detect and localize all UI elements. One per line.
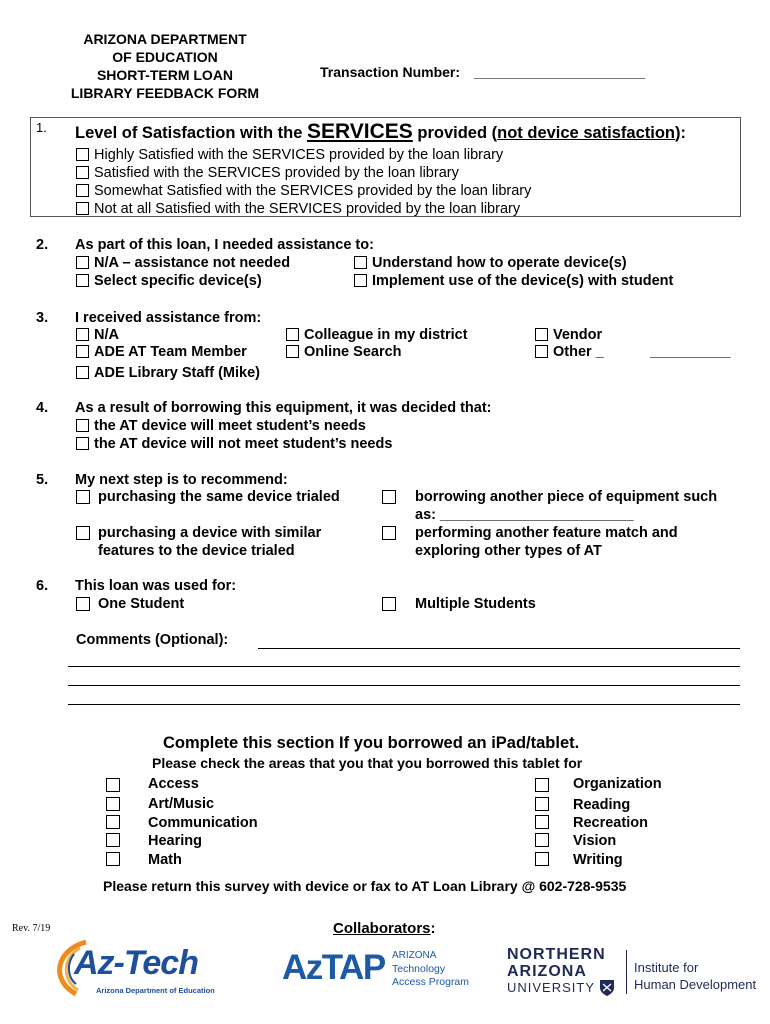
q1-option-2-label: Satisfied with the SERVICES provided by the loan library <box>94 165 459 181</box>
q1-number: 1. <box>36 120 47 135</box>
q3-question: I received assistance from: <box>75 310 262 326</box>
checkbox[interactable] <box>535 328 548 341</box>
q4-option-not-meet-label: the AT device will not meet student’s needs <box>94 436 393 452</box>
q6-option-multiple: Multiple Students <box>415 596 536 612</box>
checkbox-organization[interactable] <box>535 778 549 792</box>
q3-number: 3. <box>36 310 49 326</box>
nau-divider <box>626 950 627 994</box>
comments-line-3[interactable] <box>68 685 740 686</box>
comments-line-1[interactable] <box>258 648 740 649</box>
q2-option-na[interactable] <box>76 255 290 271</box>
q6-question: This loan was used for: <box>75 578 237 594</box>
checkbox-q5-opt1[interactable] <box>76 490 90 504</box>
q3-option-ade-team-label: ADE AT Team Member <box>94 344 247 360</box>
q3-option-na[interactable] <box>76 327 119 343</box>
q5-option-feature-line2: exploring other types of AT <box>415 543 602 559</box>
ipad-heading: Complete this section If you borrowed an iPad/tablet. <box>163 734 580 752</box>
q1-option-3-label: Somewhat Satisfied with the SERVICES provided by the loan library <box>94 183 532 199</box>
checkbox[interactable] <box>76 166 89 179</box>
q5-option-similar-line1: purchasing a device with similar <box>98 525 322 541</box>
nau-line2: ARIZONA <box>507 963 587 980</box>
q1-title-mid: provided ( <box>412 124 498 142</box>
checkbox[interactable] <box>76 345 89 358</box>
aztap-logo <box>282 946 482 994</box>
q6-option-one: One Student <box>98 596 185 612</box>
q5-option-borrow-line2: as: ________________________ <box>415 507 634 523</box>
q1-title-services: SERVICES <box>306 120 413 143</box>
q1-option-1[interactable] <box>76 147 503 163</box>
q5-option-borrow-line1: borrowing another piece of equipment such <box>415 489 718 505</box>
area-hearing: Hearing <box>148 833 202 849</box>
comments-line-2[interactable] <box>68 666 740 667</box>
checkbox-q6-multiple[interactable] <box>382 597 396 611</box>
nau-line3: UNIVERSITY <box>507 980 596 995</box>
q4-number: 4. <box>36 400 49 416</box>
q1-option-1-label: Highly Satisfied with the SERVICES provided by the loan library <box>94 147 504 163</box>
transaction-number <box>320 64 645 80</box>
checkbox-art-music[interactable] <box>106 797 120 811</box>
q4-option-meet[interactable] <box>76 418 366 434</box>
q2-option-understand-label: Understand how to operate device(s) <box>372 255 627 271</box>
q2-option-select-label: Select specific device(s) <box>94 273 262 289</box>
checkbox[interactable] <box>354 256 367 269</box>
checkbox[interactable] <box>76 366 89 379</box>
checkbox[interactable] <box>76 419 89 432</box>
q2-option-implement-label: Implement use of the device(s) with student <box>372 273 674 289</box>
aztap-name: AzTAP <box>282 948 385 987</box>
q1-title-pre: Level of Satisfaction with the <box>75 124 307 142</box>
q3-option-other-label: Other _ <box>553 344 604 360</box>
aztech-name: Az-Tech <box>74 944 198 982</box>
q2-option-select[interactable] <box>76 273 262 289</box>
collaborators-colon: : <box>430 920 436 937</box>
checkbox-writing[interactable] <box>535 852 549 866</box>
checkbox-access[interactable] <box>106 778 120 792</box>
checkbox[interactable] <box>76 202 89 215</box>
checkbox-hearing[interactable] <box>106 833 120 847</box>
checkbox-reading[interactable] <box>535 797 549 811</box>
q5-option-feature-line1: performing another feature match and <box>415 525 678 541</box>
q1-option-2[interactable] <box>76 165 459 181</box>
checkbox[interactable] <box>76 148 89 161</box>
q1-title-underlined: not device satisfaction <box>497 124 676 142</box>
q3-other-field[interactable]: __________ <box>650 344 731 360</box>
title-line-3: SHORT-TERM LOAN <box>96 67 234 83</box>
area-organization: Organization <box>573 776 662 792</box>
checkbox[interactable] <box>76 184 89 197</box>
q1-option-4[interactable] <box>76 201 520 217</box>
q6-number: 6. <box>36 578 49 594</box>
q3-option-ade-team[interactable] <box>76 344 247 360</box>
q3-option-library-staff[interactable] <box>76 365 260 381</box>
checkbox-q5-opt4[interactable] <box>382 526 396 540</box>
checkbox-math[interactable] <box>106 852 120 866</box>
nau-shield-icon <box>599 979 615 997</box>
area-access: Access <box>148 776 199 792</box>
q2-option-understand[interactable] <box>354 255 627 271</box>
area-reading: Reading <box>573 797 631 813</box>
nau-line1: NORTHERN <box>507 946 606 963</box>
title-line-4: LIBRARY FEEDBACK FORM <box>70 85 260 101</box>
area-communication: Communication <box>148 815 258 831</box>
nau-logo <box>507 946 762 998</box>
area-vision: Vision <box>573 833 617 849</box>
checkbox[interactable] <box>76 437 89 450</box>
comments-line-4[interactable] <box>68 704 740 705</box>
q2-option-na-label: N/A – assistance not needed <box>94 255 291 271</box>
ihd-line1: Institute for <box>634 960 699 975</box>
q3-option-online-label: Online Search <box>304 344 402 360</box>
collaborators-heading <box>333 920 436 937</box>
checkbox-q6-one[interactable] <box>76 597 90 611</box>
comments-label: Comments (Optional): <box>76 632 229 648</box>
checkbox[interactable] <box>535 345 548 358</box>
q3-option-na-label: N/A <box>94 327 119 343</box>
checkbox[interactable] <box>354 274 367 287</box>
q1-title-post: ): <box>675 124 687 142</box>
q5-option-similar-line2: features to the device trialed <box>98 543 295 559</box>
q3-option-colleague[interactable] <box>286 327 468 343</box>
transaction-field[interactable]: ______________________ <box>473 64 646 80</box>
q1-option-4-label: Not at all Satisfied with the SERVICES provided by the loan library <box>94 201 521 217</box>
form-title <box>55 30 275 102</box>
aztap-line2: Technology <box>392 963 446 975</box>
checkbox[interactable] <box>286 345 299 358</box>
q4-question: As a result of borrowing this equipment, it was decided that: <box>75 400 492 416</box>
collaborators-text: Collaborators <box>333 920 431 937</box>
title-line-2: OF EDUCATION <box>112 49 218 65</box>
aztech-subtitle: Arizona Department of Education <box>96 986 215 995</box>
q3-option-library-staff-label: ADE Library Staff (Mike) <box>94 365 260 381</box>
checkbox[interactable] <box>76 256 89 269</box>
area-math: Math <box>148 852 182 868</box>
q2-question: As part of this loan, I needed assistance to: <box>75 237 374 253</box>
q5-option-same-device: purchasing the same device trialed <box>98 489 340 505</box>
checkbox-q5-opt3[interactable] <box>382 490 396 504</box>
q3-option-online[interactable] <box>286 344 402 360</box>
q5-question: My next step is to recommend: <box>75 472 288 488</box>
aztech-logo <box>46 936 236 1000</box>
area-recreation: Recreation <box>573 815 648 831</box>
q3-option-colleague-label: Colleague in my district <box>304 327 468 343</box>
q2-option-implement[interactable] <box>354 273 673 289</box>
checkbox[interactable] <box>76 274 89 287</box>
q4-option-not-meet[interactable] <box>76 436 392 452</box>
transaction-label: Transaction Number: <box>320 64 461 80</box>
q5-number: 5. <box>36 472 49 488</box>
q3-option-other[interactable] <box>535 344 604 360</box>
checkbox[interactable] <box>286 328 299 341</box>
checkbox-vision[interactable] <box>535 833 549 847</box>
return-note: Please return this survey with device or fax to AT Loan Library @ 602-728-9535 <box>103 878 627 894</box>
revision-label: Rev. 7/19 <box>12 923 51 934</box>
q1-title <box>75 120 686 144</box>
q3-option-vendor-label: Vendor <box>553 327 603 343</box>
checkbox-q5-opt2[interactable] <box>76 526 90 540</box>
q3-option-vendor[interactable] <box>535 327 602 343</box>
q1-option-3[interactable] <box>76 183 531 199</box>
aztap-line3: Access Program <box>392 976 470 988</box>
area-art-music: Art/Music <box>148 796 215 812</box>
aztap-line1: ARIZONA <box>392 950 437 961</box>
q2-number: 2. <box>36 237 49 253</box>
ihd-line2: Human Development <box>634 977 757 992</box>
title-line-1: ARIZONA DEPARTMENT <box>83 31 247 47</box>
area-writing: Writing <box>573 852 623 868</box>
q4-option-meet-label: the AT device will meet student’s needs <box>94 418 366 434</box>
checkbox-communication[interactable] <box>106 815 120 829</box>
checkbox[interactable] <box>76 328 89 341</box>
checkbox-recreation[interactable] <box>535 815 549 829</box>
ipad-subheading: Please check the areas that you that you borrowed this tablet for <box>152 755 583 771</box>
